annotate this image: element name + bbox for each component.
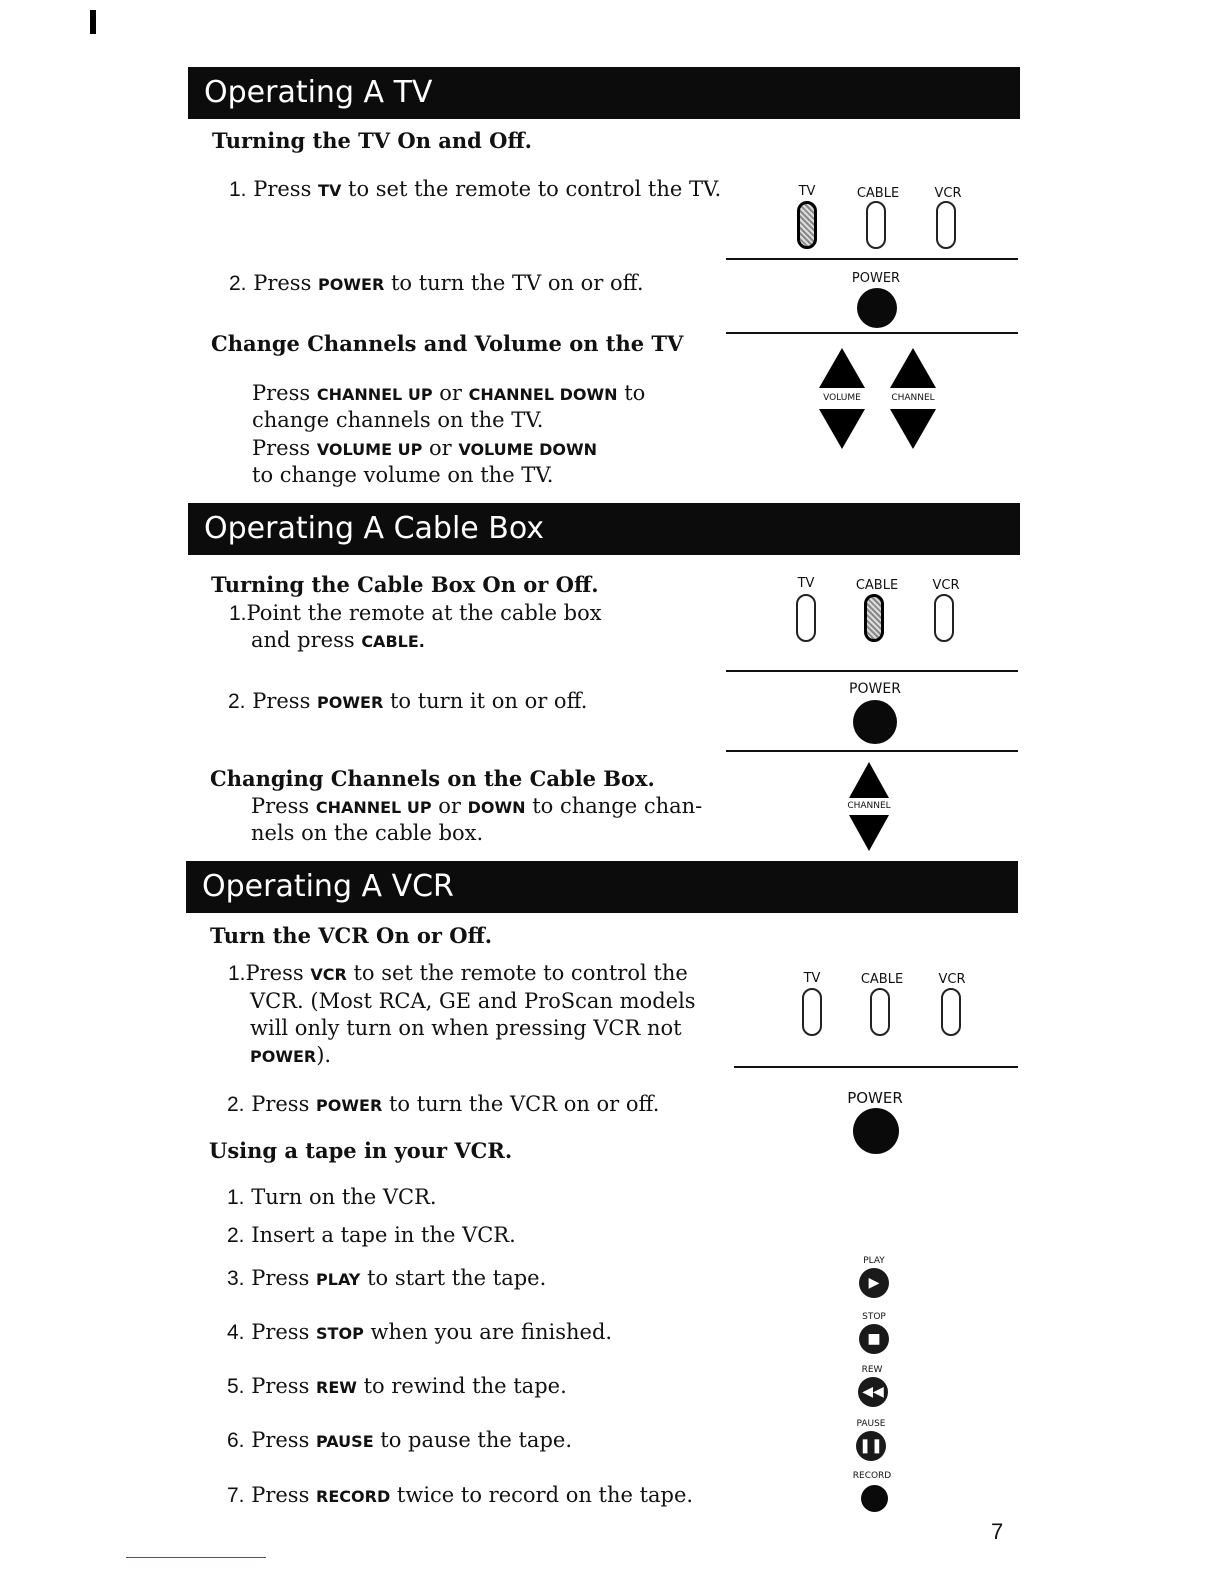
subheading: Changing Channels on the Cable Box. — [210, 766, 655, 791]
rewind-button[interactable]: ◀◀ — [858, 1377, 888, 1407]
tape-step: 5. Press REW to rewind the tape. — [227, 1374, 567, 1398]
tv-label: TV — [798, 184, 816, 199]
tape-step: 7. Press RECORD twice to record on the tape. — [227, 1483, 694, 1507]
section-banner-vcr: Operating A VCR — [186, 861, 1018, 913]
power-button[interactable] — [853, 700, 897, 744]
subheading: Using a tape in your VCR. — [209, 1138, 513, 1163]
cable-label: CABLE — [860, 972, 904, 987]
tv-button[interactable] — [796, 594, 816, 642]
vcr-button[interactable] — [934, 594, 954, 642]
instruction-step: 1.Point the remote at the cable box — [229, 601, 602, 625]
rew-label: REW — [861, 1365, 883, 1375]
margin-mark — [90, 10, 96, 34]
subheading: Turning the Cable Box On or Off. — [211, 572, 599, 597]
power-button[interactable] — [857, 288, 897, 328]
power-button[interactable] — [853, 1108, 899, 1154]
footer-rule — [126, 1557, 266, 1558]
instruction-step: VCR. (Most RCA, GE and ProScan models — [250, 989, 696, 1013]
cable-button[interactable] — [870, 988, 890, 1036]
tape-step: 2. Insert a tape in the VCR. — [227, 1223, 516, 1247]
instruction-step: 1.Press VCR to set the remote to control the — [228, 961, 688, 985]
pause-label: PAUSE — [856, 1419, 886, 1429]
subheading: Turn the VCR On or Off. — [210, 923, 493, 948]
vcr-button[interactable] — [941, 988, 961, 1036]
divider — [726, 670, 1018, 672]
instruction-text: to change volume on the TV. — [252, 463, 554, 487]
instruction-text: nels on the cable box. — [251, 821, 484, 845]
vcr-label: VCR — [934, 186, 962, 201]
tape-step: 1. Turn on the VCR. — [227, 1185, 437, 1209]
vcr-label: VCR — [932, 578, 960, 593]
instruction-step: 2. Press POWER to turn the VCR on or off. — [227, 1092, 660, 1116]
cable-label: CABLE — [856, 186, 900, 201]
instruction-step: will only turn on when pressing VCR not — [250, 1016, 682, 1040]
record-label: RECORD — [852, 1471, 892, 1481]
instruction-text: Press CHANNEL UP or DOWN to change chan- — [251, 794, 703, 818]
cable-label: CABLE — [855, 578, 899, 593]
channel-up-icon[interactable] — [890, 348, 936, 388]
power-label: POWER — [849, 681, 901, 697]
stop-button[interactable]: ■ — [859, 1324, 889, 1354]
play-label: PLAY — [863, 1256, 885, 1266]
instruction-step: 2. Press POWER to turn it on or off. — [228, 689, 588, 713]
tv-button[interactable] — [802, 988, 822, 1036]
instruction-step: POWER). — [250, 1043, 332, 1067]
subheading: Change Channels and Volume on the TV — [211, 331, 684, 356]
stop-label: STOP — [862, 1312, 886, 1322]
power-label: POWER — [847, 1089, 903, 1107]
volume-up-icon[interactable] — [819, 348, 865, 388]
play-button[interactable]: ▶ — [859, 1268, 889, 1298]
instruction-text: change channels on the TV. — [252, 408, 544, 432]
tv-label: TV — [797, 576, 815, 591]
channel-down-icon[interactable] — [890, 409, 936, 449]
vcr-button[interactable] — [936, 201, 956, 249]
channel-down-icon[interactable] — [849, 815, 889, 851]
section-banner-tv: Operating A TV — [188, 67, 1020, 119]
cable-button[interactable] — [864, 594, 884, 642]
tape-step: 6. Press PAUSE to pause the tape. — [227, 1428, 572, 1452]
instruction-text: Press VOLUME UP or VOLUME DOWN — [252, 436, 598, 460]
tv-button[interactable] — [797, 201, 817, 249]
divider — [726, 258, 1018, 260]
instruction-step: 2. Press POWER to turn the TV on or off. — [229, 271, 644, 295]
record-button[interactable] — [861, 1485, 888, 1512]
volume-label: VOLUME — [823, 393, 861, 403]
channel-label: CHANNEL — [847, 801, 891, 811]
power-label: POWER — [851, 271, 901, 286]
instruction-text: Press CHANNEL UP or CHANNEL DOWN to — [252, 381, 646, 405]
divider — [734, 1066, 1018, 1068]
channel-label: CHANNEL — [891, 393, 935, 403]
instruction-step: 1. Press TV to set the remote to control the TV. — [229, 177, 722, 201]
divider — [726, 332, 1018, 334]
tape-step: 3. Press PLAY to start the tape. — [227, 1266, 547, 1290]
divider — [726, 750, 1018, 752]
volume-down-icon[interactable] — [819, 409, 865, 449]
subheading: Turning the TV On and Off. — [212, 128, 532, 153]
tv-label: TV — [803, 971, 821, 986]
tape-step: 4. Press STOP when you are finished. — [227, 1320, 613, 1344]
section-banner-cable: Operating A Cable Box — [188, 503, 1020, 555]
vcr-label: VCR — [938, 972, 966, 987]
instruction-step: and press CABLE. — [251, 628, 425, 652]
page-number: 7 — [991, 1519, 1004, 1544]
pause-button[interactable]: ❚❚ — [856, 1431, 886, 1461]
cable-button[interactable] — [866, 201, 886, 249]
channel-up-icon[interactable] — [849, 762, 889, 798]
